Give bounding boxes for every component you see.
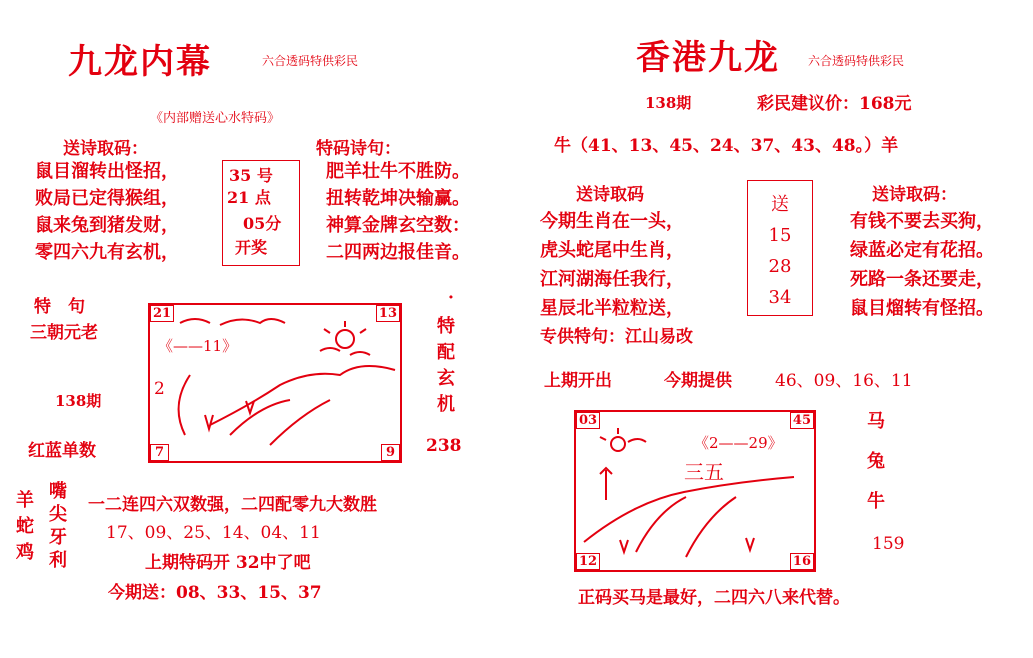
special-line: 二四两边报佳音。 bbox=[326, 242, 470, 263]
send-box-item: 送 bbox=[771, 194, 789, 215]
left-line-c: 上期特码开 32中了吧 bbox=[145, 553, 311, 573]
draw-time-line: 开奖 bbox=[235, 238, 268, 257]
left-line-a: 一二连四六双数强，二四配零九大数胜 bbox=[88, 495, 377, 515]
pic-side-number: 2 bbox=[154, 379, 165, 399]
right-price: 彩民建议价：168元 bbox=[757, 94, 912, 114]
zodiac-col2 bbox=[48, 480, 68, 572]
right-poem-line: 今期生肖在一头， bbox=[540, 211, 684, 232]
left-poem-line: 鼠目溜转出怪招， bbox=[35, 161, 179, 182]
left-picture-box bbox=[148, 303, 402, 463]
right-poem-line: 星辰北半粒粒送， bbox=[540, 298, 684, 319]
niu-line: 牛（41、13、45、24、37、43、48。）羊 bbox=[554, 136, 899, 156]
zodiac-char: 尖 bbox=[49, 504, 67, 525]
left-poem-line: 败局已定得猴组， bbox=[35, 188, 179, 209]
send-box-item: 15 bbox=[768, 225, 792, 246]
number-159: 159 bbox=[872, 534, 905, 554]
right-poem2-line: 鼠目熘转有怪招。 bbox=[850, 298, 994, 319]
right-poem2-line: 绿蓝必定有花招。 bbox=[850, 240, 994, 261]
tegou-text: 三朝元老 bbox=[30, 323, 98, 343]
zodiac-char: 牛 bbox=[867, 491, 885, 512]
number-238: 238 bbox=[426, 436, 462, 456]
tegou-label: 特 句 bbox=[34, 297, 85, 317]
zodiac-char: 牙 bbox=[49, 527, 67, 548]
pic-corner-bl: 12 bbox=[576, 553, 600, 570]
right-poem-line: 虎头蛇尾中生肖， bbox=[540, 240, 684, 261]
right-issue: 138期 bbox=[645, 94, 692, 112]
vertical-char: 特 bbox=[437, 316, 455, 337]
left-title-sub: 六合透码特供彩民 bbox=[262, 54, 359, 68]
zodiac-char: 兔 bbox=[867, 451, 885, 472]
zodiac-char: 马 bbox=[867, 411, 885, 432]
zodiac-char: 蛇 bbox=[16, 516, 34, 537]
last-issue-label: 上期开出 bbox=[544, 371, 612, 391]
draw-time-box bbox=[222, 160, 300, 266]
draw-time-line: 35 号 bbox=[229, 166, 273, 185]
pic-corner-tl: 03 bbox=[576, 412, 600, 429]
left-title: 九龙内幕 bbox=[68, 42, 212, 82]
vertical-char: 配 bbox=[437, 342, 455, 363]
send-box bbox=[747, 180, 813, 316]
left-right-vertical bbox=[436, 314, 456, 418]
left-poem-heading: 送诗取码： bbox=[63, 139, 148, 159]
send-box-item: 28 bbox=[768, 256, 792, 277]
special-line: 肥羊壮牛不胜防。 bbox=[326, 161, 470, 182]
left-poem bbox=[35, 158, 179, 266]
pic-top-text: 《——11》 bbox=[158, 337, 238, 355]
right-title-sub: 六合透码特供彩民 bbox=[808, 54, 905, 68]
special-heading: 特码诗句： bbox=[316, 139, 401, 159]
right-title: 香港九龙 bbox=[636, 38, 780, 78]
draw-time-line: 05分 bbox=[243, 214, 282, 233]
special-poem bbox=[326, 158, 470, 266]
right-poem2-heading: 送诗取码： bbox=[872, 185, 957, 205]
right-special: 专供特句：江山易改 bbox=[540, 327, 693, 347]
special-line: 神算金牌玄空数： bbox=[326, 215, 470, 236]
left-banner: 《内部赠送心水特码》 bbox=[150, 111, 281, 126]
pic-corner-br: 9 bbox=[381, 444, 400, 461]
right-picture-box bbox=[574, 410, 816, 572]
red-blue-label: 红蓝单数 bbox=[28, 441, 96, 461]
pic-corner-tr: 13 bbox=[376, 305, 400, 322]
right-zodiacs bbox=[866, 402, 886, 522]
pic-corner-tl: 21 bbox=[150, 305, 174, 322]
right-poem-heading: 送诗取码 bbox=[576, 185, 644, 205]
left-line-b: 17、09、25、14、04、11 bbox=[106, 523, 321, 543]
zodiac-char: 羊 bbox=[16, 490, 34, 511]
pic-top-text: 《2——29》 bbox=[694, 434, 783, 452]
right-poem2 bbox=[850, 207, 994, 323]
left-poem-line: 零四六九有玄机， bbox=[35, 242, 179, 263]
left-issue: 138期 bbox=[55, 392, 102, 410]
special-line: 扭转乾坤决输赢。 bbox=[326, 188, 470, 209]
zodiac-char: 鸡 bbox=[16, 542, 34, 563]
left-sketch bbox=[150, 305, 400, 461]
vertical-char: 玄 bbox=[437, 368, 455, 389]
zodiac-char: 嘴 bbox=[49, 481, 67, 502]
right-poem bbox=[540, 207, 684, 323]
right-poem2-line: 有钱不要去买狗， bbox=[850, 211, 994, 232]
right-poem2-line: 死路一条还要走， bbox=[850, 269, 994, 290]
pic-corner-br: 16 bbox=[790, 553, 814, 570]
draw-time-line: 21 点 bbox=[227, 188, 271, 207]
this-issue-label: 今期提供 bbox=[664, 371, 732, 391]
left-line-d: 今期送：08、33、15、37 bbox=[108, 583, 322, 603]
zodiac-char: 利 bbox=[49, 550, 67, 571]
right-sketch bbox=[576, 412, 814, 570]
pic-corner-tr: 45 bbox=[790, 412, 814, 429]
pic-mid-text: 三五 bbox=[684, 460, 724, 484]
right-footer: 正码买马是最好，二四六八来代替。 bbox=[578, 588, 850, 608]
right-poem-line: 江河湖海任我行， bbox=[540, 269, 684, 290]
dot: · bbox=[448, 288, 454, 308]
this-issue-numbers: 46、09、16、11 bbox=[775, 371, 913, 391]
zodiac-col1 bbox=[15, 488, 35, 566]
vertical-char: 机 bbox=[437, 394, 455, 415]
pic-corner-bl: 7 bbox=[150, 444, 169, 461]
left-poem-line: 鼠来兔到猪发财， bbox=[35, 215, 179, 236]
send-box-item: 34 bbox=[768, 287, 792, 308]
